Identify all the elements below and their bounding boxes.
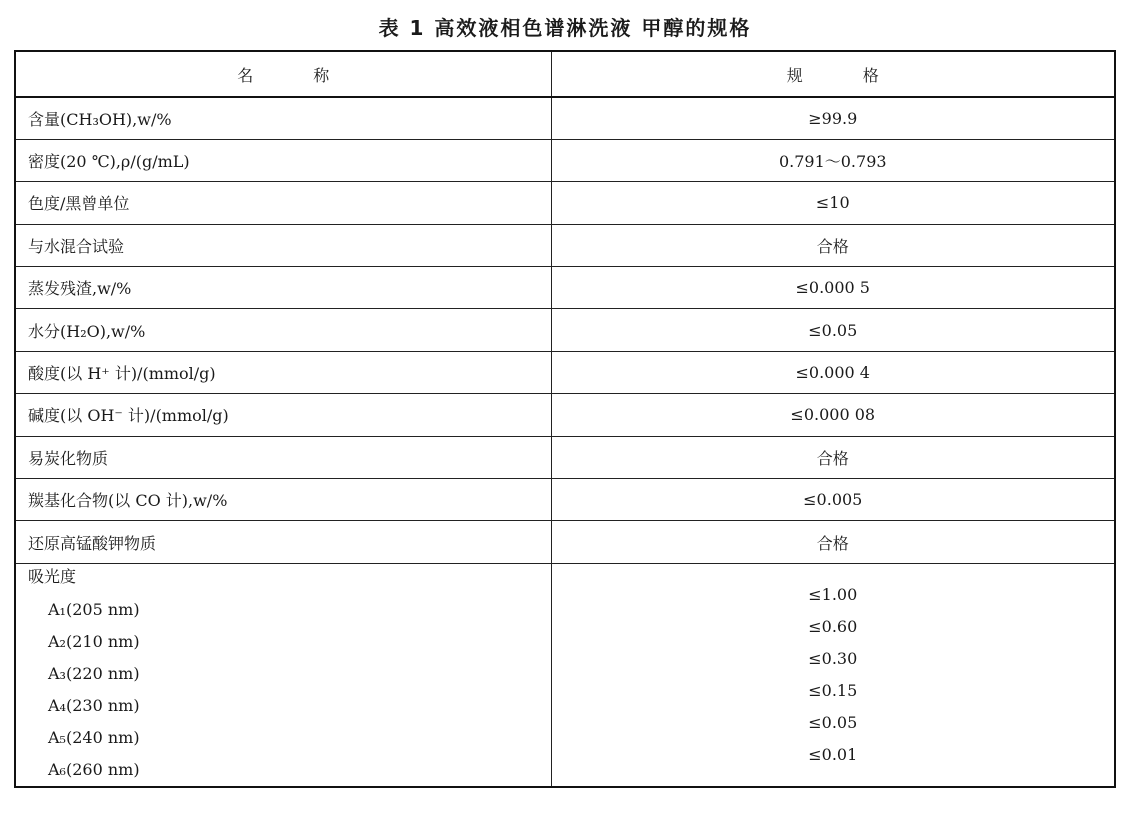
table-row (15, 182, 1115, 224)
table-row (15, 224, 1115, 266)
header-name: 名称 (15, 51, 551, 97)
row-name: 水分(H₂O),w/% (15, 309, 551, 351)
absorbance-item-name: A₄(230 nm) (48, 695, 140, 715)
table-row (15, 351, 1115, 393)
table-row (15, 436, 1115, 478)
row-value: ≤0.000 4 (551, 351, 1115, 393)
table-body (15, 97, 1115, 787)
absorbance-item-value: ≤0.30 (808, 648, 858, 668)
absorbance-item-name: A₁(205 nm) (48, 599, 140, 619)
row-name: 羰基化合物(以 CO 计),w/% (15, 479, 551, 521)
row-value: ≤0.005 (551, 479, 1115, 521)
row-name: 易炭化物质 (15, 436, 551, 478)
row-value: ≤0.000 08 (551, 394, 1115, 436)
header-spec: 规格 (551, 51, 1115, 97)
absorbance-item-value: ≤0.15 (808, 680, 858, 700)
absorbance-item-name: A₅(240 nm) (48, 727, 140, 747)
row-name: 碱度(以 OH⁻ 计)/(mmol/g) (15, 394, 551, 436)
header-row (15, 51, 1115, 97)
absorbance-values (551, 563, 1115, 787)
absorbance-item-value: ≤0.05 (808, 712, 858, 732)
table-row (15, 394, 1115, 436)
row-value: 合格 (551, 436, 1115, 478)
row-name: 与水混合试验 (15, 224, 551, 266)
row-value: 0.791～0.793 (551, 139, 1115, 181)
row-value: ≤10 (551, 182, 1115, 224)
row-name: 蒸发残渣,w/% (15, 267, 551, 309)
table-row (15, 267, 1115, 309)
table-row (15, 521, 1115, 563)
row-name: 含量(CH₃OH),w/% (15, 97, 551, 139)
absorbance-item-value: ≤0.60 (808, 616, 858, 636)
row-value: ≤0.05 (551, 309, 1115, 351)
row-name: 密度(20 ℃),ρ/(g/mL) (15, 139, 551, 181)
absorbance-item-name: A₃(220 nm) (48, 663, 140, 683)
absorbance-item-value: ≤0.01 (808, 744, 858, 764)
row-name: 色度/黑曾单位 (15, 182, 551, 224)
absorbance-item-name: A₂(210 nm) (48, 631, 140, 651)
row-value: ≥99.9 (551, 97, 1115, 139)
spec-table (14, 50, 1116, 788)
absorbance-label: 吸光度 (28, 566, 77, 586)
absorbance-item-value: ≤1.00 (808, 584, 858, 604)
row-value: 合格 (551, 224, 1115, 266)
table-row (15, 479, 1115, 521)
table-row (15, 139, 1115, 181)
absorbance-names (15, 563, 551, 787)
absorbance-row (15, 563, 1115, 787)
table-header (15, 51, 1115, 97)
table-title: 表 1 高效液相色谱淋洗液 甲醇的规格 (378, 16, 752, 40)
row-name: 还原高锰酸钾物质 (15, 521, 551, 563)
table-row (15, 97, 1115, 139)
row-value: 合格 (551, 521, 1115, 563)
absorbance-item-name: A₆(260 nm) (48, 759, 140, 779)
row-value: ≤0.000 5 (551, 267, 1115, 309)
table-row (15, 309, 1115, 351)
row-name: 酸度(以 H⁺ 计)/(mmol/g) (15, 351, 551, 393)
